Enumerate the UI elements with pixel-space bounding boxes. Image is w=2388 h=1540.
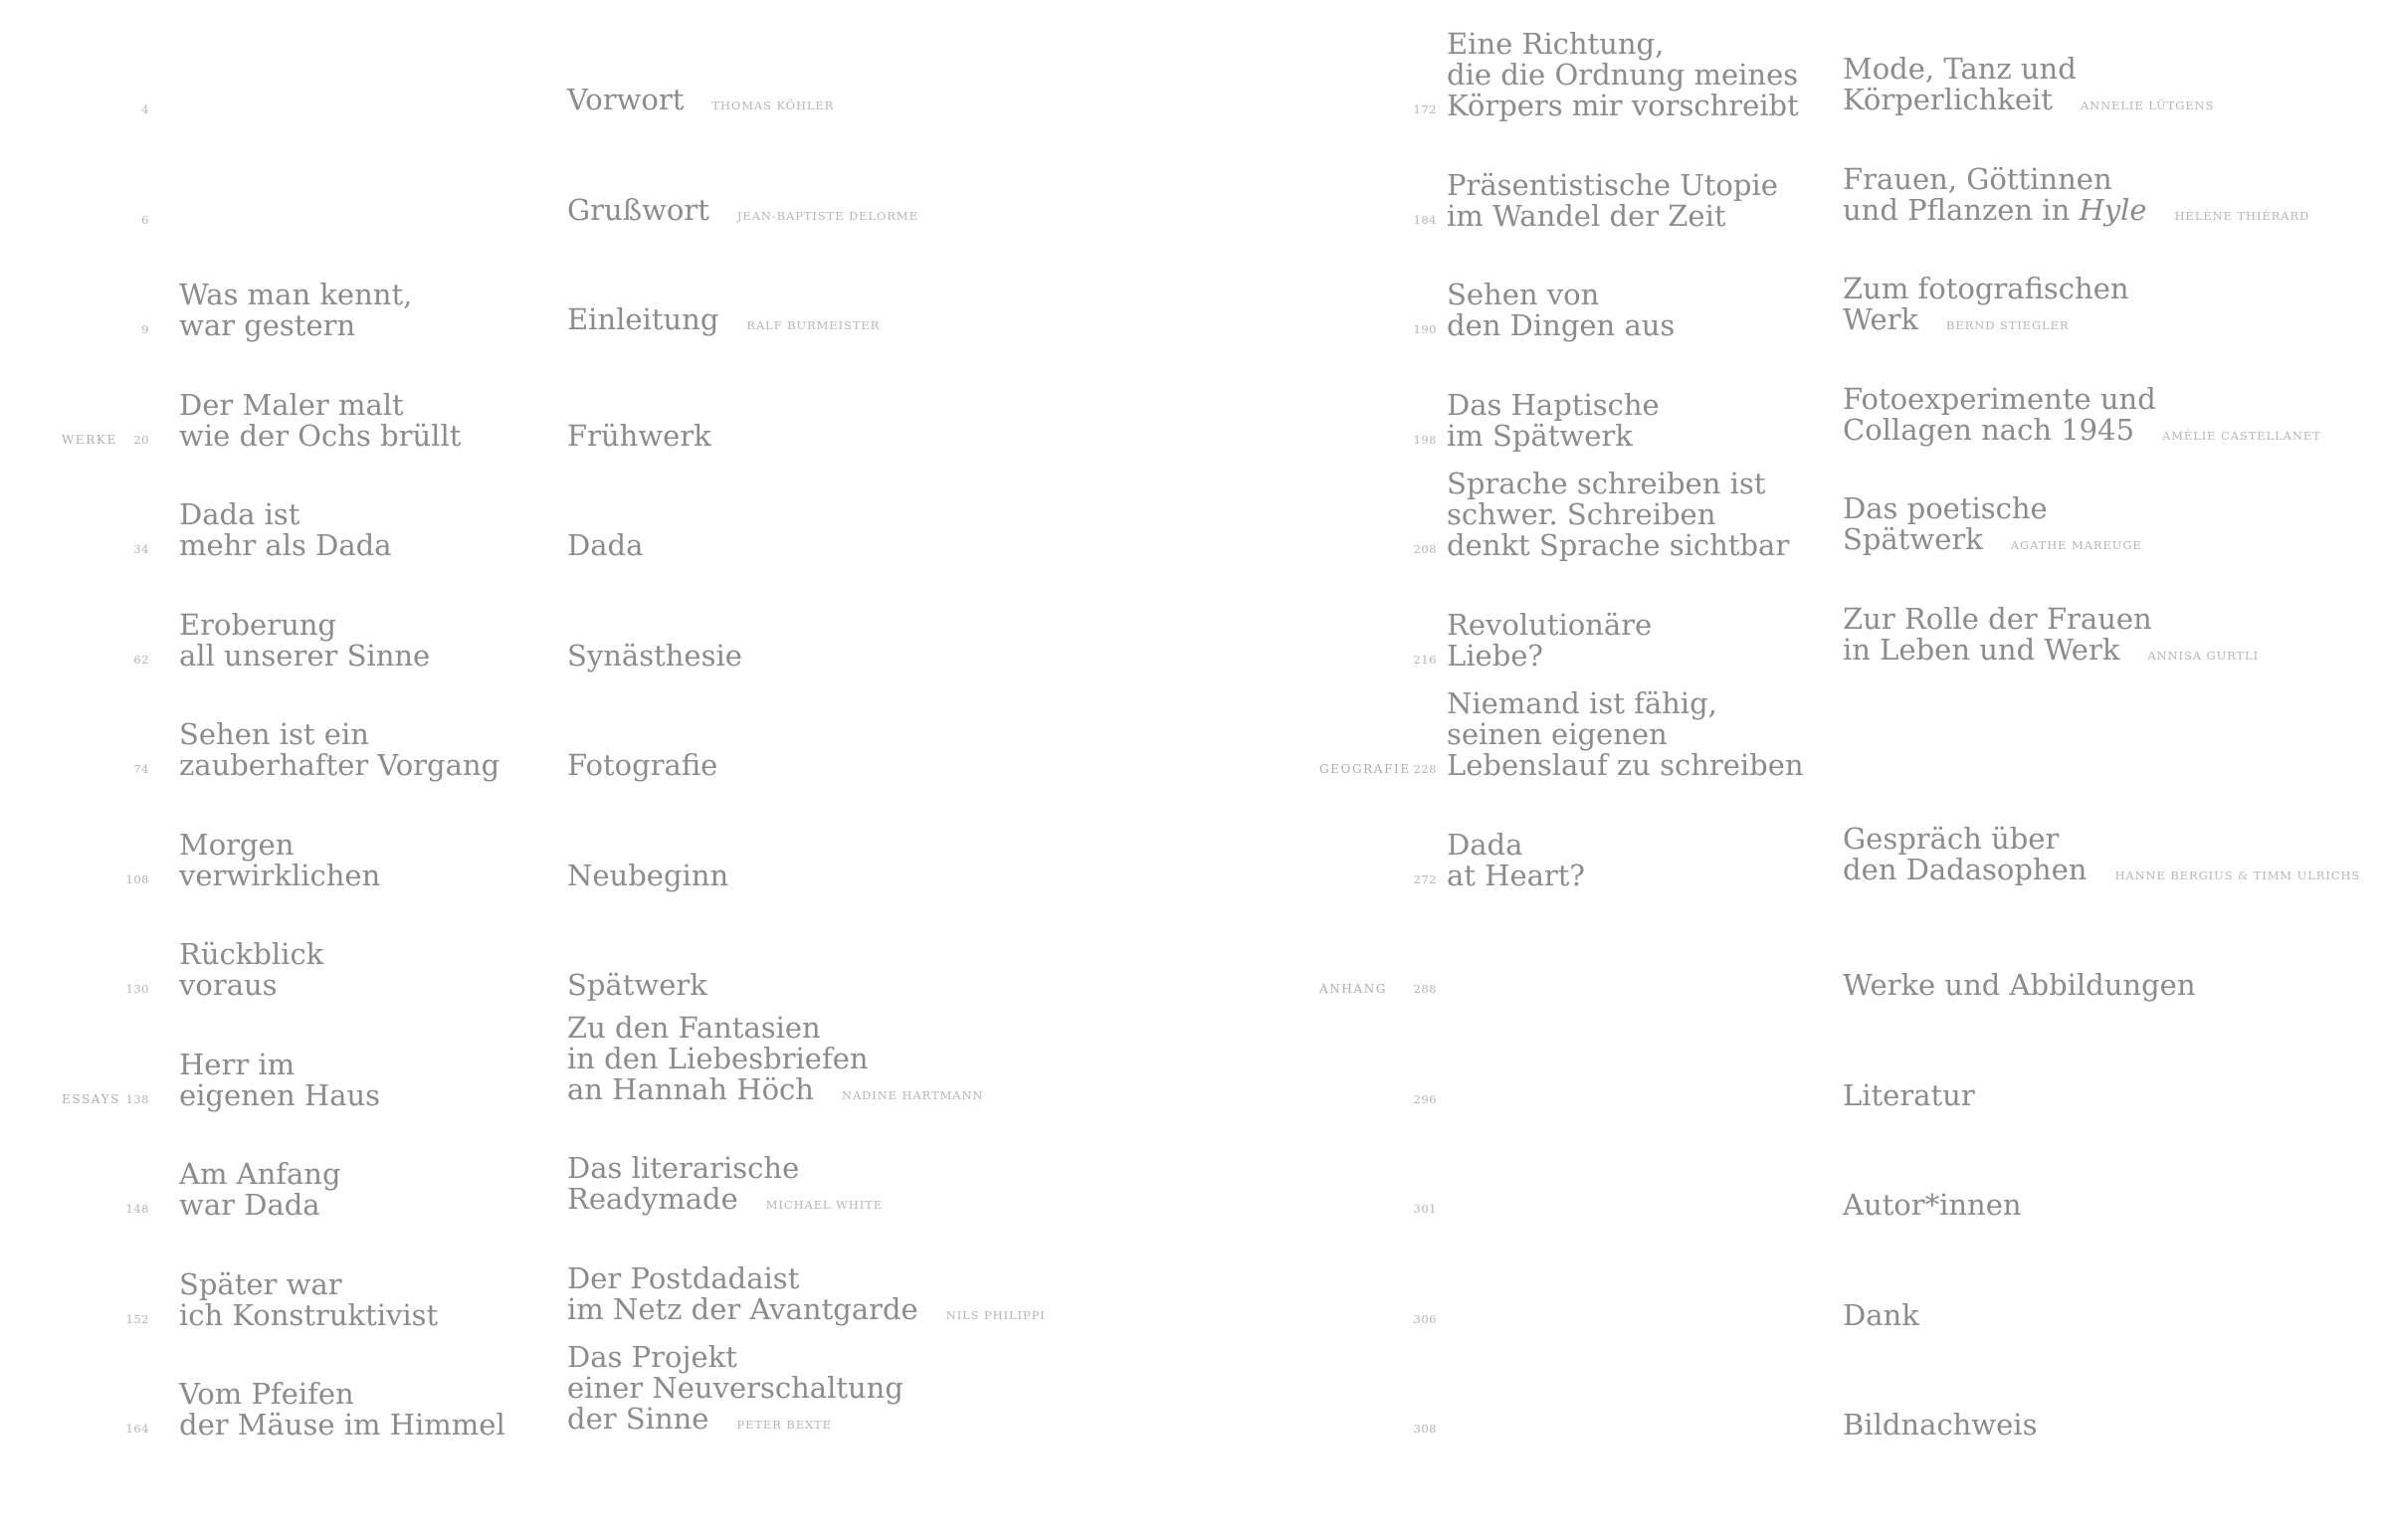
entry-line: mehr als Dada — [179, 528, 392, 562]
entry-title — [1843, 381, 2388, 452]
entry-title — [567, 970, 1194, 1001]
entry-line: Das Projekt — [567, 1340, 737, 1374]
toc-row — [0, 280, 1194, 341]
entry-line: der Sinne PETER BEXTE — [567, 1402, 832, 1436]
entry-line: Readymade MICHAEL WHITE — [567, 1182, 884, 1216]
entry-line: den Dingen aus — [1447, 308, 1676, 342]
section-label — [0, 1436, 111, 1441]
section-label — [1194, 447, 1389, 452]
entry-line: Neubeginn — [567, 858, 729, 892]
author-name: HANNE BERGIUS & TIMM ULRICHS — [2114, 867, 2361, 882]
entry-subtitle — [1447, 827, 1843, 892]
toc-row — [1194, 1410, 2388, 1441]
entry-line: Das literarische — [567, 1151, 800, 1185]
section-label — [1194, 116, 1389, 121]
section-label — [1194, 667, 1389, 672]
page-number: 62 — [133, 652, 149, 667]
entry-line: einer Neuverschaltung — [567, 1371, 903, 1405]
entry-title — [567, 858, 1194, 892]
page-number: 148 — [125, 1202, 149, 1216]
entry-line: Dank — [1843, 1297, 1919, 1332]
entry-line: eigenen Haus — [179, 1077, 381, 1112]
entry-line: war Dada — [179, 1188, 320, 1222]
entry-line: Werk BERND STIEGLER — [1843, 302, 2070, 336]
entry-line: Einleitung RALF BURMEISTER — [567, 302, 881, 336]
entry-line: Dada ist — [179, 497, 300, 531]
entry-title — [1843, 161, 2388, 232]
entry-title — [1843, 970, 2388, 1001]
toc-row — [0, 1153, 1194, 1221]
entry-title — [1843, 1297, 2388, 1332]
entry-line: Sehen ist ein — [179, 717, 369, 751]
section-label — [0, 886, 111, 891]
entry-line: Niemand ist fähig, — [1447, 686, 1717, 720]
author-name: AGATHE MAREUGE — [2010, 538, 2142, 552]
entry-line: Sehen von — [1447, 278, 1600, 311]
entry-line: Liebe? — [1447, 638, 1543, 673]
entry-line: die die Ordnung meines — [1447, 58, 1799, 92]
page-number: 308 — [1413, 1422, 1437, 1436]
entry-line: voraus — [179, 968, 278, 1002]
entry-title — [567, 304, 1194, 341]
author-name: PETER BEXTE — [736, 1418, 832, 1432]
toc-row — [1194, 1190, 2388, 1221]
toc-row — [1194, 381, 2388, 453]
section-label — [0, 776, 111, 781]
entry-line: Frauen, Göttinnen — [1843, 161, 2112, 196]
page-number: 74 — [133, 762, 149, 776]
entry-line: all unserer Sinne — [179, 638, 431, 673]
entry-line: Der Postdadaist — [567, 1260, 800, 1295]
toc-row — [1194, 1077, 2388, 1112]
entry-line: Werke und Abbildungen — [1843, 968, 2196, 1002]
entry-line: Vorwort THOMAS KÖHLER — [567, 83, 835, 116]
toc-row — [1194, 274, 2388, 341]
section-label — [0, 336, 111, 341]
author-name: ANNELIE LÜTGENS — [2080, 98, 2215, 112]
entry-line: Morgen — [179, 827, 295, 862]
toc-row — [0, 499, 1194, 561]
entry-line: Rückblick — [179, 937, 324, 971]
entry-line: Collagen nach 1945 AMÉLIE CASTELLANET — [1843, 412, 2321, 447]
author-name: AMÉLIE CASTELLANET — [2162, 428, 2321, 443]
entry-line: den Dadasophen HANNE BERGIUS & TIMM ULRICHS — [1843, 852, 2361, 886]
author-name: BERND STIEGLER — [1946, 318, 2070, 332]
toc-row — [0, 607, 1194, 673]
entry-line: Eroberung — [179, 607, 336, 642]
entry-line: im Netz der Avantgarde NILS PHILIPPI — [567, 1291, 1046, 1326]
toc-page-right — [1194, 0, 2388, 1540]
entry-subtitle — [1447, 469, 1843, 561]
section-label — [1194, 336, 1389, 341]
page-number: 172 — [1413, 102, 1437, 116]
entry-line: im Spätwerk — [1447, 418, 1633, 453]
toc-row — [1194, 821, 2388, 892]
entry-title — [567, 530, 1194, 561]
entry-line: Spätwerk AGATHE MAREUGE — [1843, 522, 2142, 556]
section-label: WERKE — [62, 432, 117, 447]
section-label — [1194, 1216, 1389, 1221]
section-label: ANHANG — [1319, 982, 1387, 996]
entry-subtitle — [179, 719, 567, 781]
page-number: 306 — [1413, 1311, 1437, 1326]
section-label — [1194, 227, 1389, 232]
entry-line: Was man kennt, — [179, 278, 413, 311]
section-label: ESSAYS — [62, 1091, 120, 1106]
entry-title — [567, 750, 1194, 781]
section-label — [0, 1326, 111, 1331]
entry-line: Zur Rolle der Frauen — [1843, 601, 2152, 636]
entry-line: Literatur — [1843, 1077, 1975, 1112]
entry-line: Fotografie — [567, 748, 718, 782]
entry-line: Dada — [567, 528, 644, 562]
text-segment: und Pflanzen in — [1843, 192, 2080, 227]
page-number: 301 — [1413, 1202, 1437, 1216]
entry-subtitle — [179, 1159, 567, 1221]
entry-line: war gestern — [179, 308, 356, 342]
entry-line: an Hannah Höch NADINE HARTMANN — [567, 1071, 984, 1106]
entry-line: Sprache schreiben ist — [1447, 467, 1766, 500]
entry-subtitle — [179, 939, 567, 1001]
entry-title — [567, 1153, 1194, 1221]
entry-line: Mode, Tanz und — [1843, 52, 2077, 86]
entry-title — [567, 192, 1194, 232]
section-label — [1194, 886, 1389, 891]
entry-subtitle — [1447, 607, 1843, 673]
entry-title — [1843, 54, 2388, 121]
entry-line: ich Konstruktivist — [179, 1297, 439, 1332]
entry-title — [567, 1260, 1194, 1331]
section-label — [1194, 1106, 1389, 1111]
entry-subtitle — [179, 280, 567, 341]
entry-title — [1843, 1077, 2388, 1112]
entry-line: zauberhafter Vorgang — [179, 748, 500, 782]
page-number: 138 — [125, 1091, 149, 1106]
entry-line: Eine Richtung, — [1447, 27, 1665, 61]
entry-line: Frühwerk — [567, 418, 711, 453]
entry-title — [567, 418, 1194, 453]
entry-subtitle — [179, 607, 567, 673]
entry-title — [567, 638, 1194, 673]
entry-line: Am Anfang — [179, 1157, 341, 1191]
entry-line: Grußwort JEAN-BAPTISTE DELORME — [567, 192, 918, 227]
entry-title — [1843, 601, 2388, 672]
entry-line: Präsentistische Utopie — [1447, 167, 1778, 202]
page-number: 208 — [1413, 542, 1437, 556]
entry-line: im Wandel der Zeit — [1447, 198, 1726, 233]
page-number: 6 — [141, 212, 149, 227]
page-number: 20 — [133, 432, 149, 447]
author-name: NILS PHILIPPI — [945, 1307, 1046, 1322]
toc-row — [1194, 601, 2388, 673]
toc-row — [0, 85, 1194, 121]
page-number: 164 — [125, 1422, 149, 1436]
entry-line: Körperlichkeit ANNELIE LÜTGENS — [1843, 83, 2215, 116]
author-name: MICHAEL WHITE — [765, 1198, 884, 1212]
page-number: 198 — [1413, 432, 1437, 447]
entry-subtitle — [179, 1047, 567, 1112]
entry-line: schwer. Schreiben — [1447, 497, 1716, 531]
entry-line: in Leben und Werk ANNISA GURTLI — [1843, 632, 2260, 667]
toc-row — [1194, 1297, 2388, 1332]
section-label — [0, 667, 111, 672]
entry-line: Körpers mir vorschreibt — [1447, 89, 1799, 122]
entry-title — [1843, 493, 2388, 561]
entry-subtitle — [1447, 387, 1843, 453]
entry-line: Fotoexperimente und — [1843, 381, 2156, 416]
section-label — [0, 227, 111, 232]
page-number: 288 — [1413, 982, 1437, 996]
entry-line: der Mäuse im Himmel — [179, 1408, 505, 1442]
entry-title — [567, 1342, 1194, 1441]
entry-title — [567, 85, 1194, 121]
entry-line: seinen eigenen — [1447, 717, 1668, 751]
page-number: 190 — [1413, 322, 1437, 336]
entry-title — [1843, 1190, 2388, 1221]
entry-line: Autor*innen — [1843, 1188, 2022, 1222]
entry-line: Synästhesie — [567, 638, 742, 673]
section-label — [0, 116, 111, 121]
toc-row — [0, 1010, 1194, 1112]
toc-row — [0, 1342, 1194, 1441]
entry-subtitle — [1447, 280, 1843, 341]
entry-title — [1843, 274, 2388, 341]
author-name: THOMAS KÖHLER — [711, 98, 835, 112]
toc-row — [0, 1260, 1194, 1332]
toc-row — [0, 192, 1194, 232]
author-name: NADINE HARTMANN — [841, 1087, 984, 1102]
entry-line: Vom Pfeifen — [179, 1377, 354, 1411]
page-number: 152 — [125, 1311, 149, 1326]
toc-row — [0, 719, 1194, 781]
entry-line: Bildnachweis — [1843, 1408, 2038, 1442]
author-name: ANNISA GURTLI — [2147, 648, 2260, 663]
page-number: 272 — [1413, 871, 1437, 886]
entry-subtitle — [1447, 167, 1843, 233]
section-label — [1194, 1436, 1389, 1441]
entry-line: Der Maler malt — [179, 387, 404, 422]
page-number: 9 — [141, 322, 149, 336]
page-number: 130 — [125, 982, 149, 996]
entry-line: Das Haptische — [1447, 387, 1660, 422]
entry-subtitle — [179, 499, 567, 561]
italic-word: Hyle — [2079, 192, 2147, 227]
section-label — [1194, 556, 1389, 561]
toc-row — [0, 387, 1194, 453]
entry-line: Später war — [179, 1266, 342, 1301]
toc-row — [1194, 688, 2388, 781]
entry-title — [1843, 821, 2388, 891]
entry-line: denkt Sprache sichtbar — [1447, 528, 1790, 562]
page-number: 216 — [1413, 652, 1437, 667]
entry-subtitle — [1447, 688, 1843, 781]
entry-subtitle — [1447, 29, 1843, 121]
author-name: RALF BURMEISTER — [746, 318, 881, 332]
entry-title — [1843, 1410, 2388, 1441]
entry-subtitle — [179, 1379, 567, 1441]
toc-row — [1194, 29, 2388, 121]
entry-line: Lebenslauf zu schreiben — [1447, 748, 1804, 782]
entry-line: wie der Ochs brüllt — [179, 418, 462, 453]
entry-line — [1843, 192, 2388, 232]
entry-line: Zu den Fantasien — [567, 1010, 821, 1045]
entry-line: Gespräch über — [1843, 821, 2060, 856]
toc-row — [1194, 161, 2388, 233]
entry-subtitle — [179, 827, 567, 892]
section-label — [1194, 1326, 1389, 1331]
toc-row — [0, 939, 1194, 1001]
section-label — [0, 556, 111, 561]
page-number: 108 — [125, 871, 149, 886]
entry-line: verwirklichen — [179, 858, 381, 892]
entry-line: Das poetische — [1843, 491, 2048, 525]
page-number: 228 — [1413, 762, 1437, 776]
entry-line: Revolutionäre — [1447, 607, 1653, 642]
page-number: 184 — [1413, 212, 1437, 227]
section-label — [0, 996, 111, 1001]
entry-subtitle — [179, 387, 567, 453]
entry-title — [567, 1010, 1194, 1111]
entry-line: Spätwerk — [567, 968, 707, 1002]
page-number: 296 — [1413, 1091, 1437, 1106]
toc-row — [0, 827, 1194, 892]
page-number: 4 — [141, 102, 149, 116]
page-number: 34 — [133, 542, 149, 556]
section-label — [0, 1216, 111, 1221]
entry-line: Zum fotografischen — [1843, 272, 2129, 305]
author-name: HÉLÈNE THIÉRARD — [2174, 208, 2310, 223]
toc-row — [1194, 970, 2388, 1001]
toc-row — [1194, 469, 2388, 561]
entry-line: in den Liebesbriefen — [567, 1041, 869, 1075]
section-label: GEOGRAFIE — [1319, 762, 1411, 776]
author-name: JEAN-BAPTISTE DELORME — [736, 208, 918, 223]
entry-line: at Heart? — [1447, 858, 1585, 892]
entry-subtitle — [179, 1266, 567, 1332]
entry-line: Dada — [1447, 827, 1523, 862]
entry-line: Herr im — [179, 1047, 296, 1081]
